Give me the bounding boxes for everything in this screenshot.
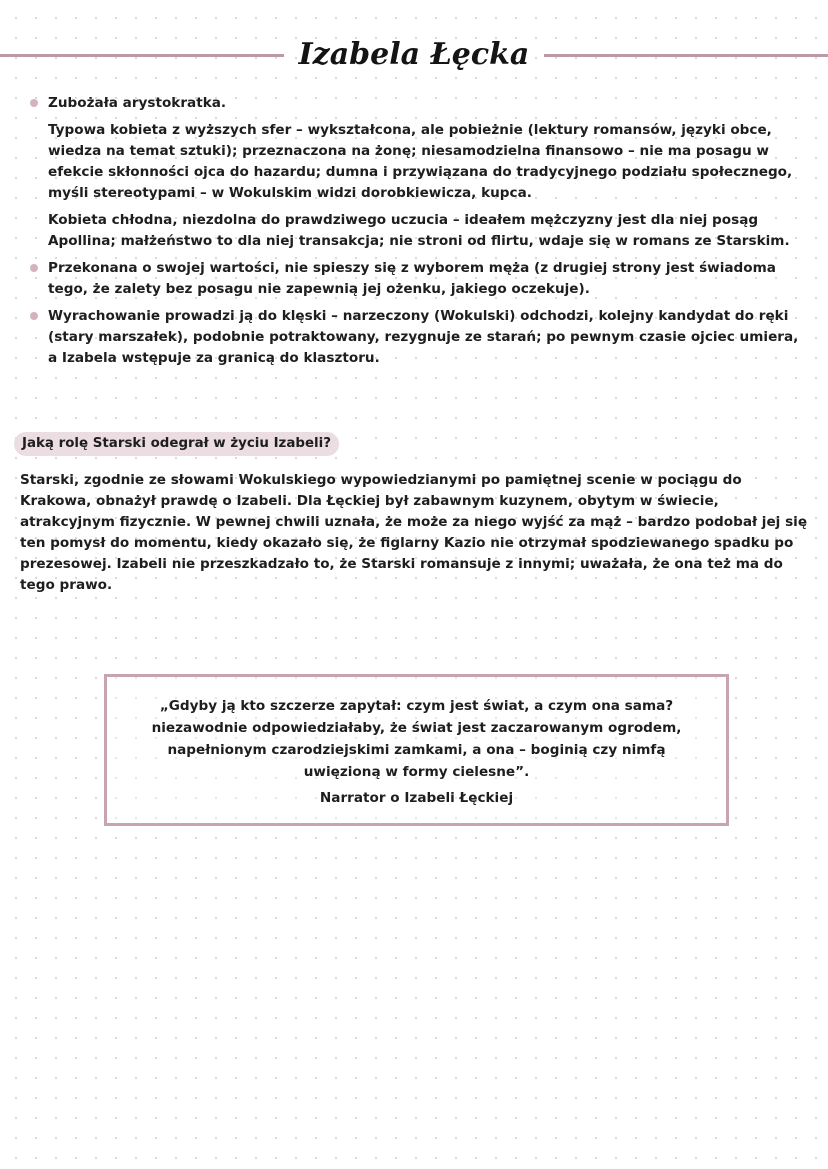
list-item <box>30 258 812 300</box>
bullet-dot-icon <box>30 99 38 107</box>
quote-author: Narrator o Izabeli Łęckiej <box>319 790 514 806</box>
answer-text: Starski, zgodnie ze słowami Wokulskiego wypowiedzianymi po pamiętnej scenie w pociągu do Krakowa, obnażył prawdę o Izabeli. Dla Łęckiej był zabawnym kuzynem, obytym w świecie, atrakcyjnym fizycznie. W pewnej chwili uznała, że może za niego wyjść za mąż – bardzo podobał jej się ten pomysł do momentu, kiedy okazało się, że figlarny Kazio nie otrzymał spodziewanego spadku po prezesowej. Izabeli nie przeszkadzało to, że Starski romansuje z innymi; uważała, że ona też ma do tego prawo. <box>20 472 808 593</box>
item-text: Zubożała arystokratka. <box>48 95 227 111</box>
quote-line: uwięzioną w formy cielesne”. <box>303 764 530 780</box>
title-divider-right <box>544 54 828 57</box>
question-heading: Jaką rolę Starski odegrał w życiu Izabeli? <box>14 432 339 456</box>
bullet-dot-icon <box>30 312 38 320</box>
list-item <box>30 93 812 252</box>
quote-line: napełnionym czarodziejskimi zamkami, a ona – boginią czy nimfą <box>167 742 666 758</box>
quote-line: „Gdyby ją kto szczerze zapytał: czym jest świat, a czym ona sama? <box>159 698 674 714</box>
characteristics-list <box>30 93 812 375</box>
quote-text <box>107 695 726 783</box>
bullet-dot-icon <box>30 264 38 272</box>
quote-line: niezawodnie odpowiedziałaby, że świat jest zaczarowanym ogrodem, <box>151 720 682 736</box>
quote-box <box>104 674 729 826</box>
item-text: Przekonana o swojej wartości, nie spieszy się z wyborem męża (z drugiej strony jest świadoma tego, że zalety bez posagu nie zapewnią jej ożenku, jakiego oczekuje). <box>48 260 776 297</box>
list-item <box>30 306 812 369</box>
page-title: Izabela Łęcka <box>298 37 530 72</box>
title-row <box>0 30 828 80</box>
item-text: Typowa kobieta z wyższych sfer – wykształcona, ale pobieżnie (lektury romansów, języki obce, wiedza na temat sztuki); przeznaczona na żonę; niesamodzielna finansowo – nie ma posagu w efekcie skłonności ojca do hazardu; dumna i przywiązana do tradycyjnego podziału społecznego, myśli stereotypami – w Wokulskim widzi dorobkiewicza, kupca. <box>48 122 793 201</box>
item-text: Wyrachowanie prowadzi ją do klęski – narzeczony (Wokulski) odchodzi, kolejny kandydat do ręki (stary marszałek), podobnie potraktowany, rezygnuje ze starań; po pewnym czasie ojciec umiera, a Izabela wstępuje za granicą do klasztoru. <box>48 308 799 366</box>
item-text: Kobieta chłodna, niezdolna do prawdziwego uczucia – ideałem mężczyzny jest dla niej posąg Apollina; małżeństwo to dla niej transakcja; nie stroni od flirtu, wdaje się w romans ze Starskim. <box>48 212 790 249</box>
